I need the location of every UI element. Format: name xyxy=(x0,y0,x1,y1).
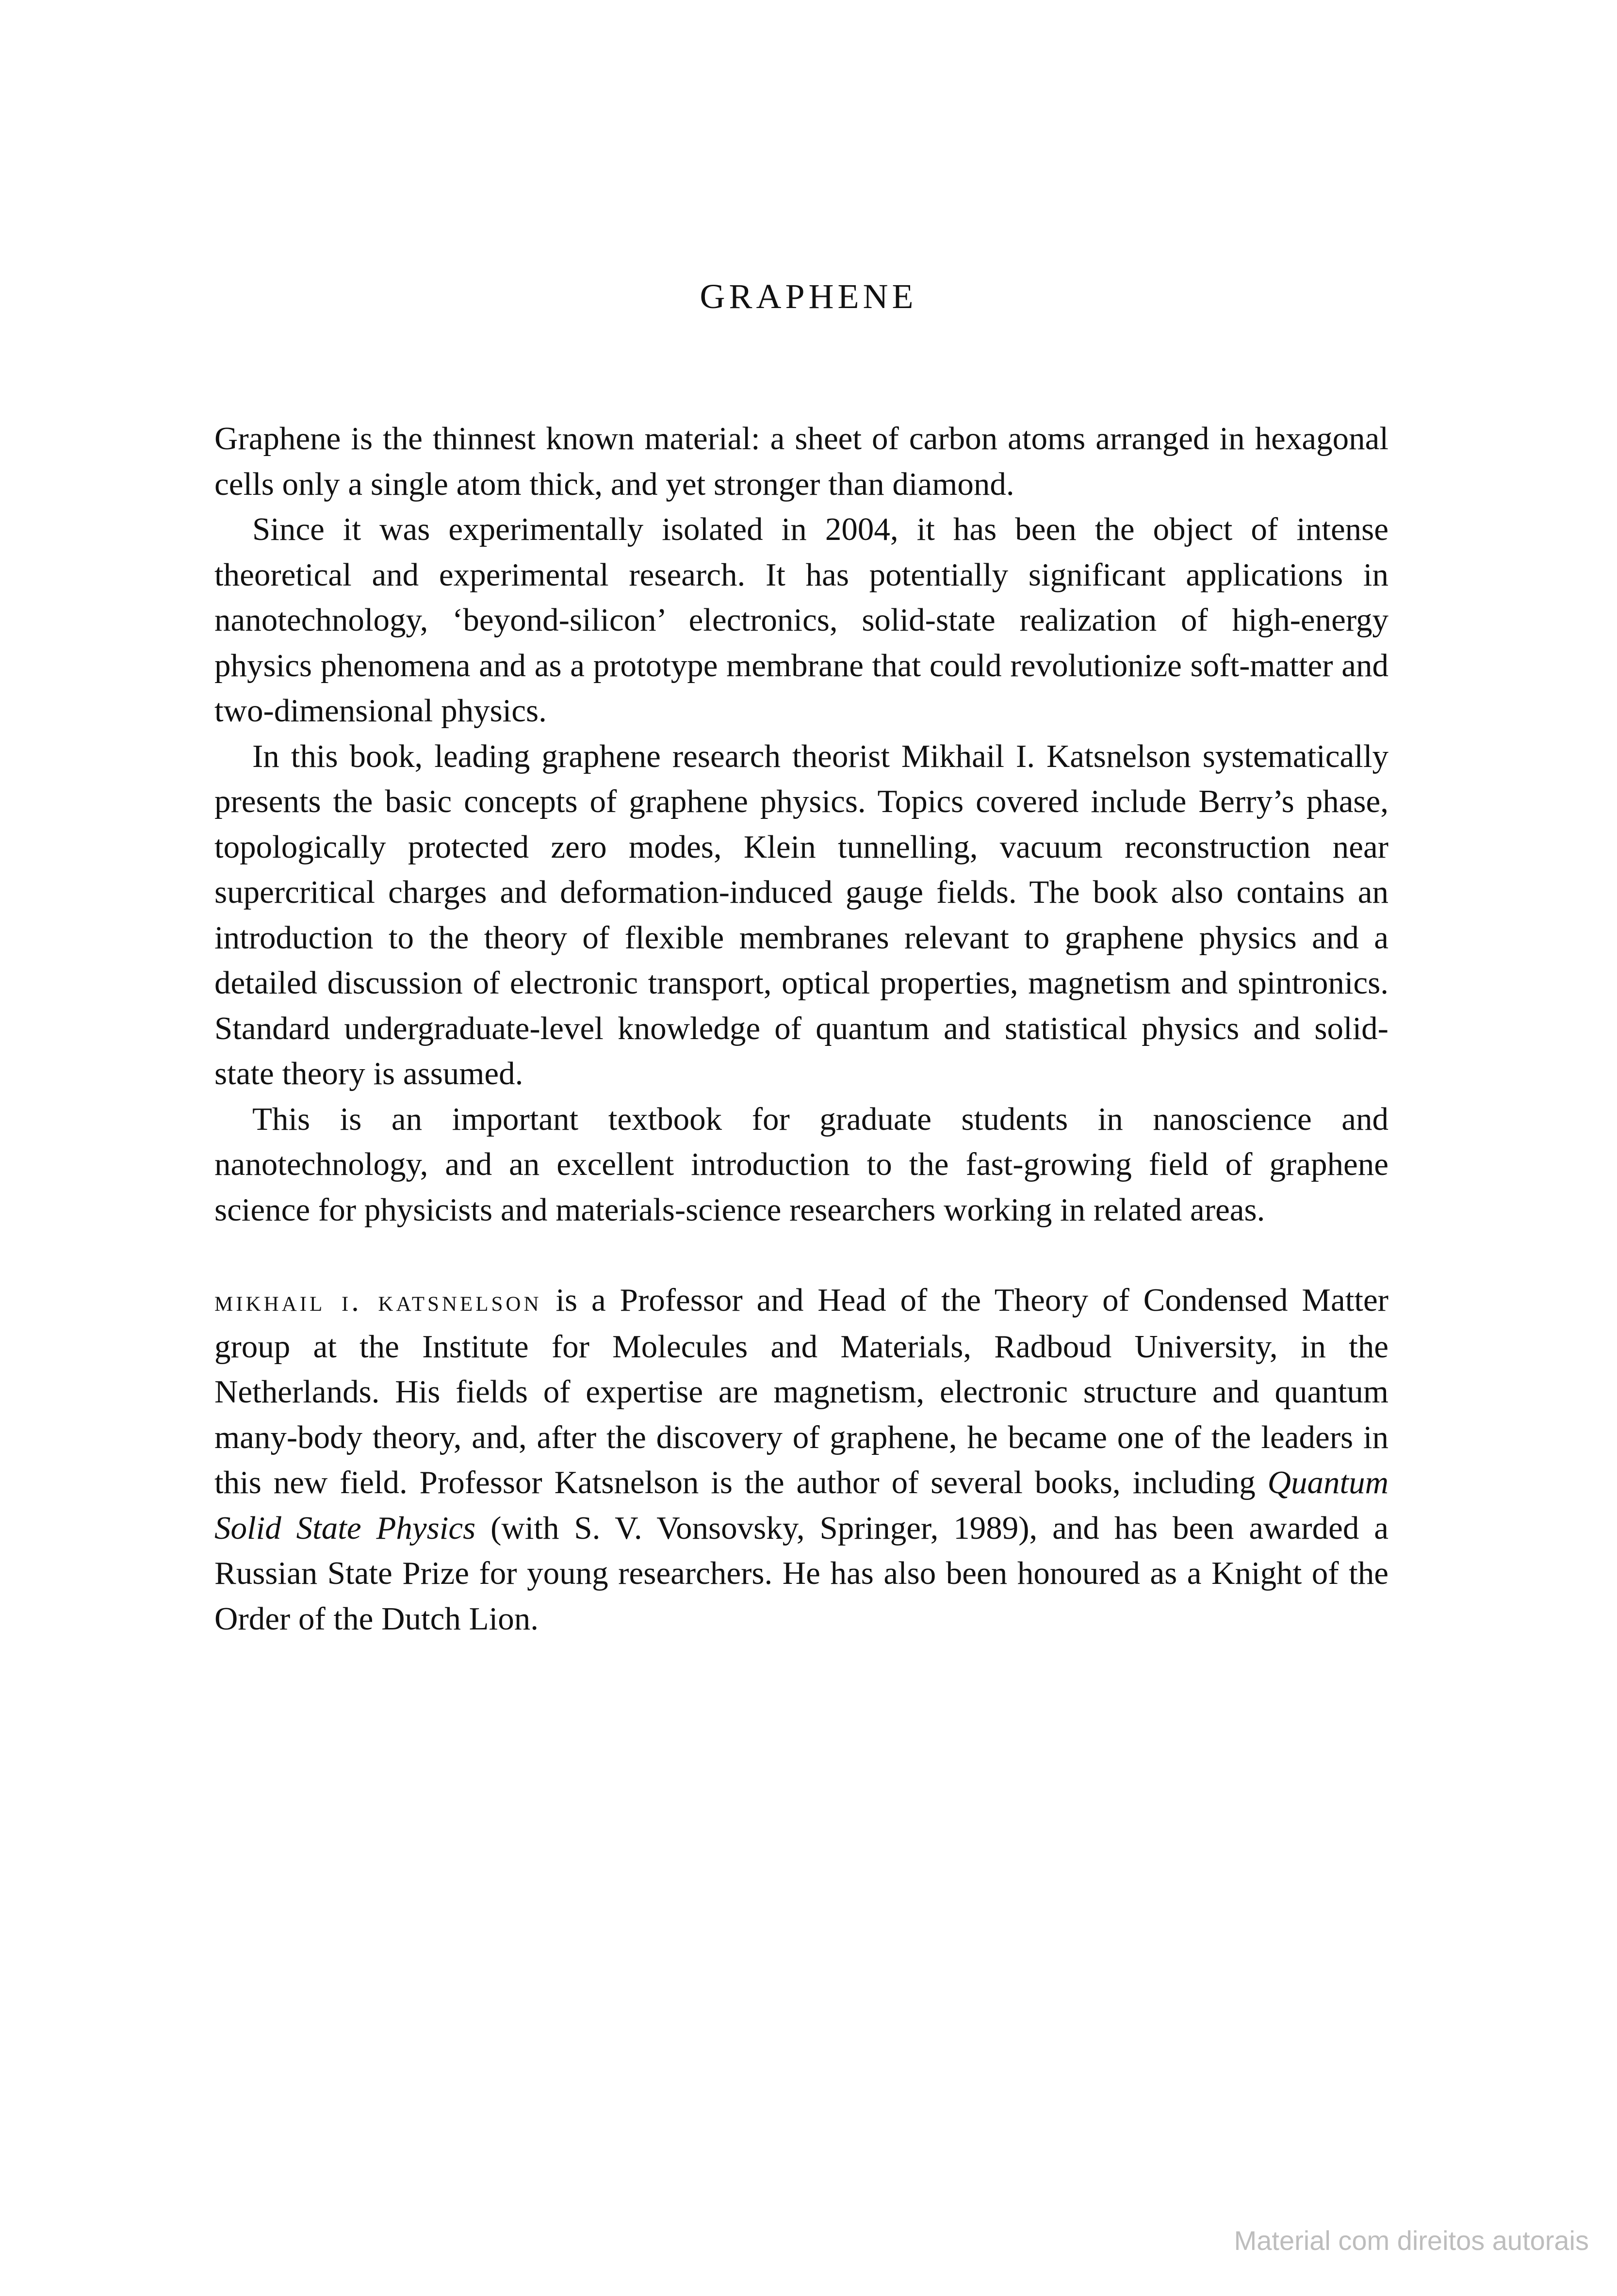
book-description xyxy=(214,416,1388,1642)
description-paragraph-1: Graphene is the thinnest known material: a sheet of carbon atoms arranged in hexagonal cells only a single atom thick, and yet stronger than diamond. xyxy=(214,421,1388,502)
author-name: mikhail i. katsnelson xyxy=(214,1285,542,1318)
description-paragraph-4: This is an important textbook for graduate students in nanoscience and nanotechnology, and an excellent introduction to the fast-growing field of graphene science for physicists and materials-science researchers working in related areas. xyxy=(214,1101,1388,1228)
description-paragraph-3: In this book, leading graphene research theorist Mikhail I. Katsnelson systematically presents the basic concepts of graphene physics. Topics covered include Berry’s phase, topologically protected zero modes, Klein tunnelling, vacuum reconstruction near supercritical charges and deformation-induced gauge fields. The book also contains an introduction to the theory of flexible membranes relevant to graphene physics and a detailed discussion of electronic transport, optical properties, magnetism and spintronics. Standard undergraduate-level knowledge of quantum and statistical physics and solid-state theory is assumed. xyxy=(214,738,1388,1091)
bio-text-2: (with S. V. Vonsovsky, Springer, 1989), and has been awarded a Russian State Prize for young researchers. He has also been honoured as a Knight of the Order of the Dutch Lion. xyxy=(214,1510,1388,1637)
author-bio xyxy=(214,1278,1388,1642)
bio-text-1: is a Professor and Head of the Theory of Condensed Matter group at the Institute for Molecules and Materials, Radboud University, in the Netherlands. His fields of expertise are magnetism, electronic structure and quantum many-body theory, and, after the discovery of graphene, he became one of the leaders in this new field. Professor Katsnelson is the author of several books, including xyxy=(214,1282,1388,1500)
copyright-watermark: Material com direitos autorais xyxy=(1234,2225,1589,2256)
page-title: GRAPHENE xyxy=(700,277,917,316)
description-paragraph-2: Since it was experimentally isolated in 2004, it has been the object of intense theoretical and experimental research. It has potentially significant applications in nanotechnology, ‘beyond-silicon’ electronics, solid-state realization of high-energy physics phenomena and as a prototype membrane that could revolutionize soft-matter and two-dimensional physics. xyxy=(214,511,1388,729)
book-title: Quantum Solid State Physics xyxy=(214,1465,1388,1546)
